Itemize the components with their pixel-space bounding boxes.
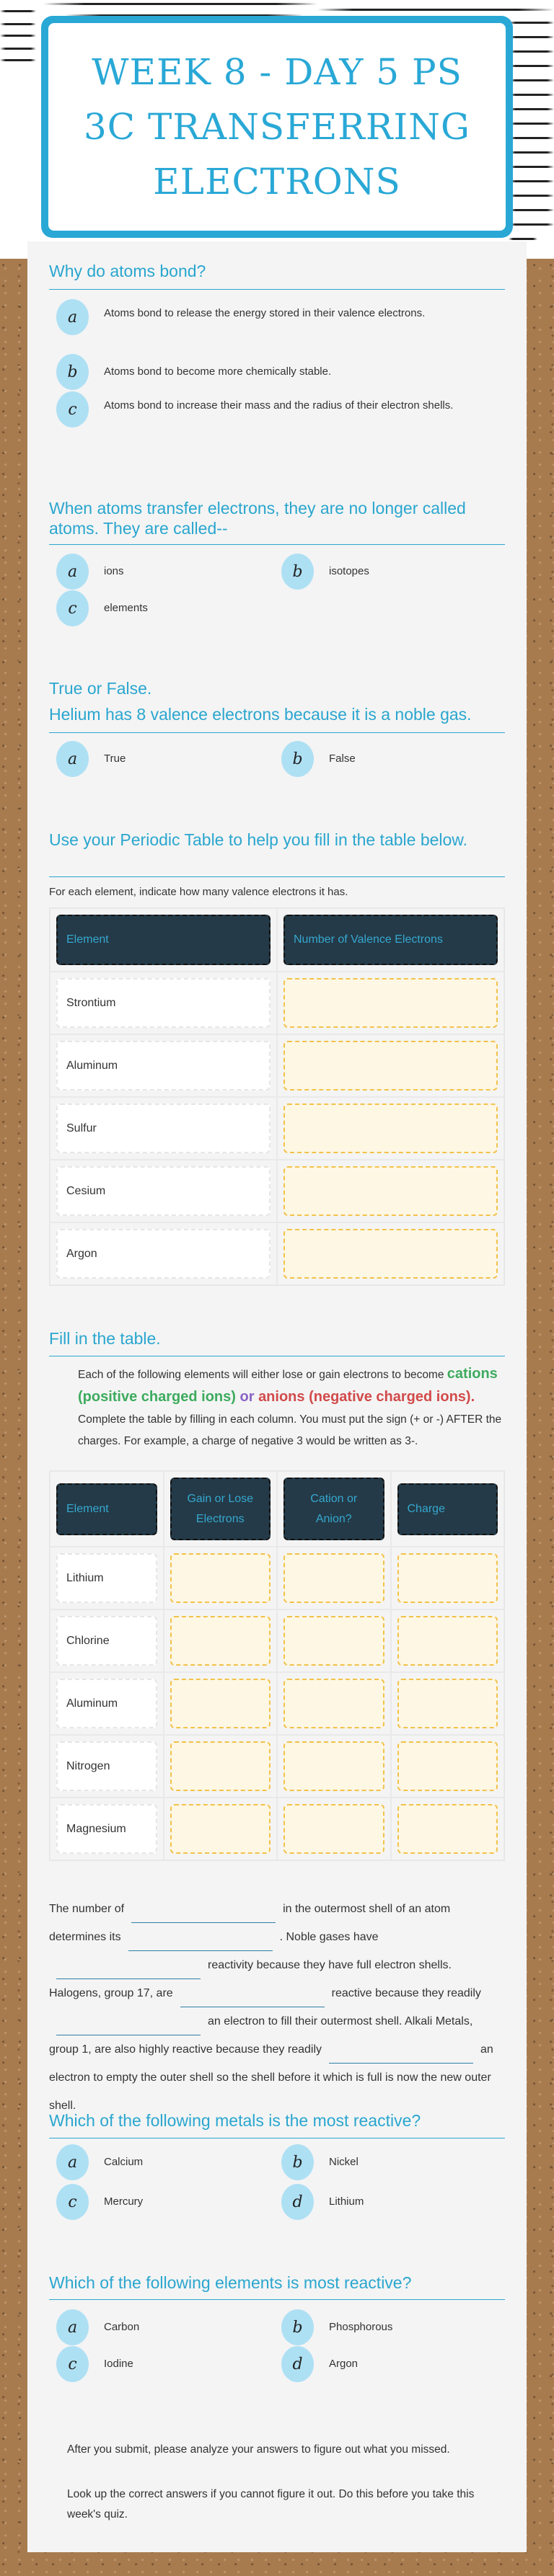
option-letter: a bbox=[56, 554, 89, 590]
answer-input[interactable] bbox=[397, 1553, 498, 1603]
option-text: Atoms bond to become more chemically stable. bbox=[104, 365, 332, 378]
option-c[interactable] bbox=[56, 590, 277, 626]
blank-input[interactable] bbox=[56, 1962, 201, 1979]
option-text: False bbox=[329, 752, 356, 765]
option-text: isotopes bbox=[329, 565, 369, 577]
option-letter: d bbox=[281, 2346, 314, 2382]
option-b[interactable] bbox=[56, 354, 479, 390]
worksheet-card bbox=[27, 241, 527, 2552]
question-heading: When atoms transfer electrons, they are no longer called atoms. They are called-- bbox=[49, 499, 466, 538]
element-name: Chlorine bbox=[56, 1616, 157, 1666]
option-text: Carbon bbox=[104, 2321, 140, 2333]
answer-input[interactable] bbox=[397, 1679, 498, 1728]
element-name: Nitrogen bbox=[56, 1741, 157, 1791]
passage-text: an electron to fill their outermost shell. Alkali Metals, group 1, are also highly reactive because they readily bbox=[49, 2015, 473, 2056]
option-c[interactable] bbox=[56, 2346, 277, 2382]
option-c[interactable] bbox=[56, 391, 479, 427]
option-text: Phosphorous bbox=[329, 2321, 393, 2333]
option-letter: a bbox=[56, 2309, 89, 2345]
answer-input[interactable] bbox=[397, 1804, 498, 1854]
anions-term: anions (negative charged ions). bbox=[258, 1389, 475, 1405]
question-heading-line2: Helium has 8 valence electrons because it is a noble gas. bbox=[49, 705, 472, 724]
or-text: or bbox=[235, 1389, 259, 1405]
option-letter: c bbox=[56, 391, 89, 427]
column-header: Cation or Anion? bbox=[283, 1478, 384, 1540]
answer-input[interactable] bbox=[397, 1741, 498, 1791]
element-name: Cesium bbox=[56, 1166, 271, 1216]
option-letter: b bbox=[281, 2144, 314, 2180]
answer-input[interactable] bbox=[170, 1804, 271, 1854]
answer-input[interactable] bbox=[283, 1804, 384, 1854]
answer-input[interactable] bbox=[170, 1616, 271, 1666]
intro-text: Each of the following elements will either lose or gain electrons to become bbox=[78, 1369, 447, 1381]
question-heading-line1: True or False. bbox=[49, 679, 152, 698]
column-header: Charge bbox=[397, 1483, 498, 1535]
option-letter: d bbox=[281, 2184, 314, 2220]
option-b[interactable] bbox=[281, 2309, 502, 2345]
passage-text: reactive because they readily bbox=[331, 1987, 481, 1999]
answer-input[interactable] bbox=[283, 1679, 384, 1728]
answer-input[interactable] bbox=[283, 1553, 384, 1603]
element-name: Strontium bbox=[56, 978, 271, 1028]
question-heading: Which of the following elements is most reactive? bbox=[49, 2273, 412, 2292]
instructions: For each element, indicate how many valence electrons it has. bbox=[49, 886, 348, 898]
question-heading: Which of the following metals is the most reactive? bbox=[49, 2111, 421, 2130]
valence-table bbox=[49, 907, 505, 1286]
option-text: Nickel bbox=[329, 2156, 359, 2168]
divider bbox=[49, 544, 505, 545]
divider bbox=[49, 732, 505, 733]
answer-input[interactable] bbox=[397, 1616, 498, 1666]
passage-text: . Noble gases have bbox=[279, 1931, 379, 1943]
option-text: Argon bbox=[329, 2358, 359, 2370]
option-letter: c bbox=[56, 590, 89, 626]
option-letter: c bbox=[56, 2184, 89, 2220]
passage-text: an electron to empty the outer shell so the shell before it which is full is now the new outer shell. bbox=[49, 2043, 493, 2112]
blank-input[interactable] bbox=[180, 1990, 325, 2007]
option-letter: b bbox=[281, 2309, 314, 2345]
column-header: Gain or Lose Electrons bbox=[170, 1478, 271, 1540]
option-b[interactable] bbox=[281, 554, 502, 590]
column-header: Element bbox=[56, 915, 271, 965]
passage-text: reactivity because they have full electron shells. Halogens, group 17, are bbox=[49, 1959, 452, 1999]
blank-input[interactable] bbox=[131, 1906, 276, 1923]
answer-input[interactable] bbox=[170, 1741, 271, 1791]
answer-input[interactable] bbox=[283, 978, 498, 1028]
title-banner bbox=[41, 16, 513, 238]
option-letter: b bbox=[281, 554, 314, 590]
divider bbox=[49, 876, 505, 877]
answer-input[interactable] bbox=[283, 1741, 384, 1791]
footer-note-2: Look up the correct answers if you cannot figure it out. Do this before you take this week's quiz. bbox=[67, 2488, 475, 2521]
option-letter: b bbox=[56, 354, 89, 390]
element-name: Sulfur bbox=[56, 1103, 271, 1153]
option-a[interactable] bbox=[56, 2144, 277, 2180]
option-c[interactable] bbox=[56, 2184, 277, 2220]
worksheet-title: WEEK 8 - DAY 5 PS 3C TRANSFERRING ELECTRONS bbox=[84, 51, 470, 203]
answer-input[interactable] bbox=[283, 1166, 498, 1216]
element-name: Aluminum bbox=[56, 1679, 157, 1728]
option-letter: a bbox=[56, 299, 89, 335]
question-heading: Use your Periodic Table to help you fill in the table below. bbox=[49, 830, 468, 849]
divider bbox=[49, 289, 505, 290]
fill-in-the-blank bbox=[49, 1895, 505, 2120]
option-d[interactable] bbox=[281, 2184, 502, 2220]
option-text: True bbox=[104, 752, 126, 765]
blank-input[interactable] bbox=[329, 2046, 473, 2064]
option-text: ions bbox=[104, 565, 124, 577]
answer-input[interactable] bbox=[283, 1616, 384, 1666]
column-header: Number of Valence Electrons bbox=[283, 915, 498, 965]
footer-note-1: After you submit, please analyze your answers to figure out what you missed. bbox=[67, 2443, 450, 2456]
question-heading: Why do atoms bond? bbox=[49, 262, 206, 280]
instructions bbox=[78, 1363, 505, 1452]
answer-input[interactable] bbox=[170, 1679, 271, 1728]
blank-input[interactable] bbox=[56, 2018, 201, 2035]
question-heading: Fill in the table. bbox=[49, 1329, 161, 1348]
divider bbox=[49, 2299, 505, 2300]
element-name: Magnesium bbox=[56, 1804, 157, 1854]
ion-table bbox=[49, 1470, 505, 1861]
passage-text: The number of bbox=[49, 1903, 125, 1915]
element-name: Aluminum bbox=[56, 1041, 271, 1091]
answer-input[interactable] bbox=[283, 1103, 498, 1153]
option-b[interactable] bbox=[281, 2144, 502, 2180]
option-letter: a bbox=[56, 2144, 89, 2180]
option-text: Atoms bond to release the energy stored in their valence electrons. bbox=[104, 307, 426, 319]
option-a[interactable] bbox=[56, 299, 479, 335]
option-letter: b bbox=[281, 741, 314, 777]
option-letter: c bbox=[56, 2346, 89, 2382]
option-text: elements bbox=[104, 602, 148, 614]
element-name: Lithium bbox=[56, 1553, 157, 1603]
column-header: Element bbox=[56, 1483, 157, 1535]
option-text: Iodine bbox=[104, 2358, 133, 2370]
option-text: Atoms bond to increase their mass and the radius of their electron shells. bbox=[104, 399, 454, 412]
cations-term: cations (positive charged ions) bbox=[78, 1366, 498, 1405]
intro-text: Complete the table by filling in each column. You must put the sign (+ or -) AFTER the charges. For example, a charge of negative 3 would be written as 3-. bbox=[78, 1413, 502, 1447]
option-text: Lithium bbox=[329, 2195, 364, 2208]
option-a[interactable] bbox=[56, 741, 277, 777]
answer-input[interactable] bbox=[283, 1041, 498, 1091]
blank-input[interactable] bbox=[128, 1934, 273, 1951]
option-d[interactable] bbox=[281, 2346, 502, 2382]
option-b[interactable] bbox=[281, 741, 502, 777]
option-a[interactable] bbox=[56, 554, 277, 590]
passage-text: in the outermost shell of an atom determines its bbox=[49, 1903, 451, 1943]
element-name: Argon bbox=[56, 1229, 271, 1279]
option-text: Mercury bbox=[104, 2195, 144, 2208]
answer-input[interactable] bbox=[170, 1553, 271, 1603]
option-letter: a bbox=[56, 741, 89, 777]
answer-input[interactable] bbox=[283, 1229, 498, 1279]
option-a[interactable] bbox=[56, 2309, 277, 2345]
option-text: Calcium bbox=[104, 2156, 144, 2168]
